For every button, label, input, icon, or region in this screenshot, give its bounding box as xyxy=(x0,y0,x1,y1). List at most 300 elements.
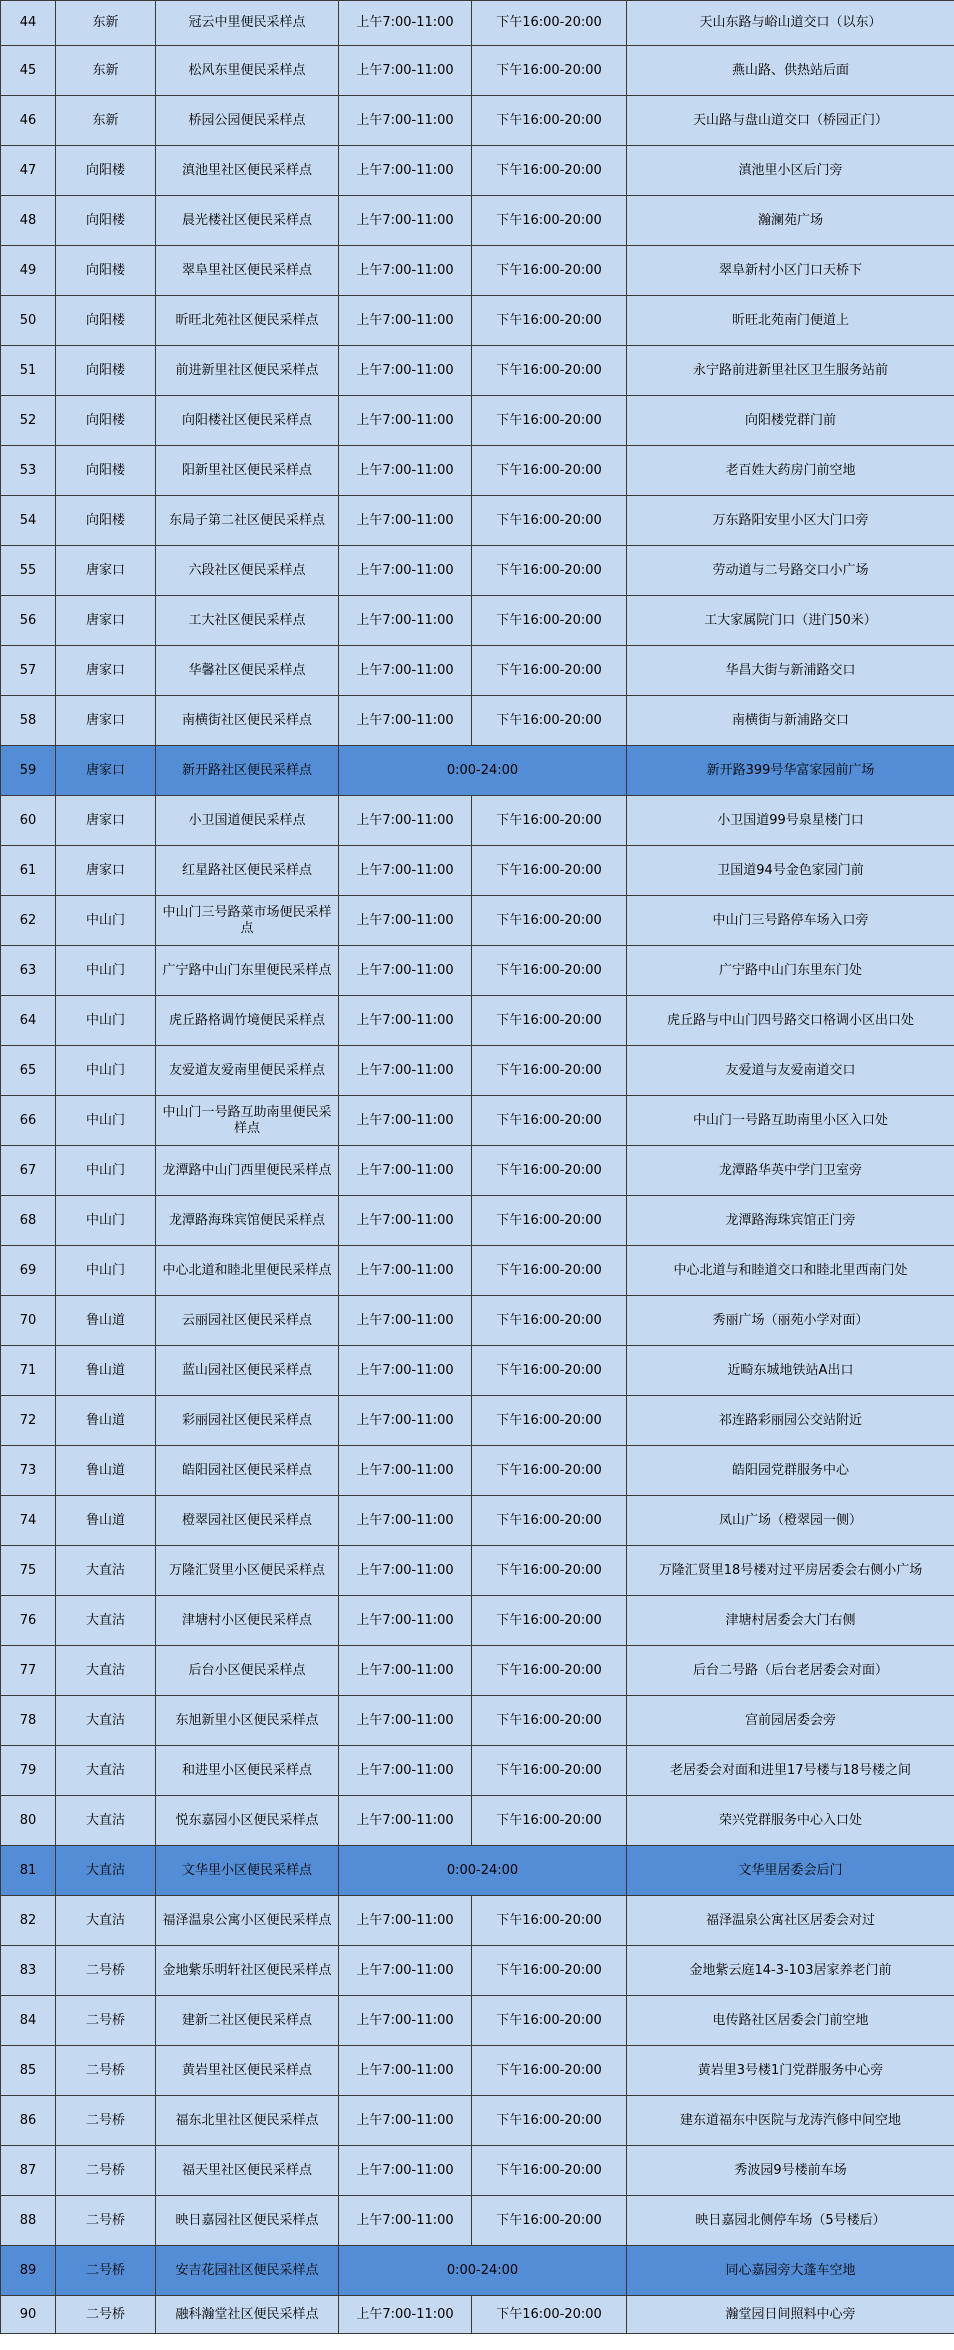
morning-hours-cell: 上午7:00-11:00 xyxy=(339,896,472,946)
site-name-cell: 万隆汇贤里小区便民采样点 xyxy=(156,1546,339,1596)
site-name-cell: 冠云中里便民采样点 xyxy=(156,1,339,46)
district-cell: 大直沽 xyxy=(56,1896,156,1946)
table-row xyxy=(1,1046,954,1096)
site-name-cell: 中山门三号路菜市场便民采样点 xyxy=(156,896,339,946)
district-cell: 向阳楼 xyxy=(56,146,156,196)
address-cell: 滇池里小区后门旁 xyxy=(627,146,954,196)
site-name-cell: 广宁路中山门东里便民采样点 xyxy=(156,946,339,996)
morning-hours-cell: 上午7:00-11:00 xyxy=(339,1046,472,1096)
afternoon-hours-cell: 下午16:00-20:00 xyxy=(472,446,627,496)
table-row xyxy=(1,1346,954,1396)
site-name-cell: 映日嘉园社区便民采样点 xyxy=(156,2196,339,2246)
address-cell: 瀚堂园日间照料中心旁 xyxy=(627,2296,954,2334)
district-cell: 唐家口 xyxy=(56,746,156,796)
afternoon-hours-cell: 下午16:00-20:00 xyxy=(472,1146,627,1196)
table-row xyxy=(1,96,954,146)
site-name-cell: 云丽园社区便民采样点 xyxy=(156,1296,339,1346)
address-cell: 电传路社区居委会门前空地 xyxy=(627,1996,954,2046)
row-number: 60 xyxy=(1,796,56,846)
row-number: 67 xyxy=(1,1146,56,1196)
morning-hours-cell: 上午7:00-11:00 xyxy=(339,1546,472,1596)
table-row xyxy=(1,396,954,446)
table-row xyxy=(1,2096,954,2146)
row-number: 69 xyxy=(1,1246,56,1296)
site-name-cell: 新开路社区便民采样点 xyxy=(156,746,339,796)
address-cell: 昕旺北苑南门便道上 xyxy=(627,296,954,346)
afternoon-hours-cell: 下午16:00-20:00 xyxy=(472,96,627,146)
address-cell: 龙潭路华英中学门卫室旁 xyxy=(627,1146,954,1196)
morning-hours-cell: 上午7:00-11:00 xyxy=(339,1496,472,1546)
address-cell: 友爱道与友爱南道交口 xyxy=(627,1046,954,1096)
row-number: 50 xyxy=(1,296,56,346)
table-row xyxy=(1,1546,954,1596)
row-number: 58 xyxy=(1,696,56,746)
afternoon-hours-cell: 下午16:00-20:00 xyxy=(472,2096,627,2146)
table-row xyxy=(1,1746,954,1796)
afternoon-hours-cell: 下午16:00-20:00 xyxy=(472,1596,627,1646)
address-cell: 虎丘路与中山门四号路交口格调小区出口处 xyxy=(627,996,954,1046)
address-cell: 老居委会对面和进里17号楼与18号楼之间 xyxy=(627,1746,954,1796)
address-cell: 工大家属院门口（进门50米） xyxy=(627,596,954,646)
morning-hours-cell: 上午7:00-11:00 xyxy=(339,996,472,1046)
address-cell: 津塘村居委会大门右侧 xyxy=(627,1596,954,1646)
table-row xyxy=(1,1696,954,1746)
afternoon-hours-cell: 下午16:00-20:00 xyxy=(472,796,627,846)
district-cell: 东新 xyxy=(56,46,156,96)
table-row xyxy=(1,1396,954,1446)
table-row xyxy=(1,196,954,246)
afternoon-hours-cell: 下午16:00-20:00 xyxy=(472,396,627,446)
district-cell: 东新 xyxy=(56,96,156,146)
morning-hours-cell: 上午7:00-11:00 xyxy=(339,2296,472,2334)
row-number: 46 xyxy=(1,96,56,146)
row-number: 49 xyxy=(1,246,56,296)
district-cell: 向阳楼 xyxy=(56,296,156,346)
address-cell: 瀚澜苑广场 xyxy=(627,196,954,246)
row-number: 76 xyxy=(1,1596,56,1646)
address-cell: 福泽温泉公寓社区居委会对过 xyxy=(627,1896,954,1946)
row-number: 55 xyxy=(1,546,56,596)
afternoon-hours-cell: 下午16:00-20:00 xyxy=(472,1546,627,1596)
morning-hours-cell: 上午7:00-11:00 xyxy=(339,1646,472,1696)
row-number: 89 xyxy=(1,2246,56,2296)
afternoon-hours-cell: 下午16:00-20:00 xyxy=(472,2196,627,2246)
address-cell: 黄岩里3号楼1门党群服务中心旁 xyxy=(627,2046,954,2096)
district-cell: 二号桥 xyxy=(56,1946,156,1996)
site-name-cell: 安吉花园社区便民采样点 xyxy=(156,2246,339,2296)
table-row xyxy=(1,846,954,896)
site-name-cell: 前进新里社区便民采样点 xyxy=(156,346,339,396)
table-row xyxy=(1,446,954,496)
row-number: 53 xyxy=(1,446,56,496)
morning-hours-cell: 上午7:00-11:00 xyxy=(339,796,472,846)
table-row xyxy=(1,1196,954,1246)
address-cell: 皓阳园党群服务中心 xyxy=(627,1446,954,1496)
site-name-cell: 津塘村小区便民采样点 xyxy=(156,1596,339,1646)
morning-hours-cell: 上午7:00-11:00 xyxy=(339,396,472,446)
row-number: 64 xyxy=(1,996,56,1046)
table-row xyxy=(1,1896,954,1946)
morning-hours-cell: 上午7:00-11:00 xyxy=(339,1796,472,1846)
table-row xyxy=(1,1796,954,1846)
afternoon-hours-cell: 下午16:00-20:00 xyxy=(472,1746,627,1796)
row-number: 68 xyxy=(1,1196,56,1246)
row-number: 44 xyxy=(1,1,56,46)
table-row xyxy=(1,2046,954,2096)
row-number: 62 xyxy=(1,896,56,946)
site-name-cell: 工大社区便民采样点 xyxy=(156,596,339,646)
district-cell: 中山门 xyxy=(56,1046,156,1096)
morning-hours-cell: 上午7:00-11:00 xyxy=(339,246,472,296)
address-cell: 老百姓大药房门前空地 xyxy=(627,446,954,496)
address-cell: 近畸东城地铁站A出口 xyxy=(627,1346,954,1396)
morning-hours-cell: 上午7:00-11:00 xyxy=(339,2146,472,2196)
address-cell: 南横街与新浦路交口 xyxy=(627,696,954,746)
morning-hours-cell: 上午7:00-11:00 xyxy=(339,96,472,146)
district-cell: 中山门 xyxy=(56,1096,156,1146)
morning-hours-cell: 上午7:00-11:00 xyxy=(339,2196,472,2246)
morning-hours-cell: 上午7:00-11:00 xyxy=(339,646,472,696)
afternoon-hours-cell: 下午16:00-20:00 xyxy=(472,196,627,246)
district-cell: 二号桥 xyxy=(56,2096,156,2146)
row-number: 54 xyxy=(1,496,56,546)
afternoon-hours-cell: 下午16:00-20:00 xyxy=(472,2046,627,2096)
table-row xyxy=(1,746,954,796)
address-cell: 翠阜新村小区门口天桥下 xyxy=(627,246,954,296)
district-cell: 二号桥 xyxy=(56,2296,156,2334)
row-number: 73 xyxy=(1,1446,56,1496)
table-row xyxy=(1,2296,954,2334)
afternoon-hours-cell: 下午16:00-20:00 xyxy=(472,1396,627,1446)
row-number: 80 xyxy=(1,1796,56,1846)
table-row xyxy=(1,596,954,646)
address-cell: 金地紫云庭14-3-103居家养老门前 xyxy=(627,1946,954,1996)
morning-hours-cell: 上午7:00-11:00 xyxy=(339,196,472,246)
district-cell: 鲁山道 xyxy=(56,1446,156,1496)
morning-hours-cell: 上午7:00-11:00 xyxy=(339,1096,472,1146)
site-name-cell: 中心北道和睦北里便民采样点 xyxy=(156,1246,339,1296)
district-cell: 中山门 xyxy=(56,1196,156,1246)
row-number: 85 xyxy=(1,2046,56,2096)
row-number: 57 xyxy=(1,646,56,696)
morning-hours-cell: 上午7:00-11:00 xyxy=(339,2046,472,2096)
address-cell: 华昌大街与新浦路交口 xyxy=(627,646,954,696)
afternoon-hours-cell: 下午16:00-20:00 xyxy=(472,596,627,646)
morning-hours-cell: 上午7:00-11:00 xyxy=(339,2096,472,2146)
site-name-cell: 彩丽园社区便民采样点 xyxy=(156,1396,339,1446)
row-number: 63 xyxy=(1,946,56,996)
district-cell: 中山门 xyxy=(56,996,156,1046)
district-cell: 二号桥 xyxy=(56,2246,156,2296)
table-row xyxy=(1,2146,954,2196)
row-number: 87 xyxy=(1,2146,56,2196)
table-row xyxy=(1,46,954,96)
district-cell: 唐家口 xyxy=(56,796,156,846)
district-cell: 鲁山道 xyxy=(56,1296,156,1346)
row-number: 59 xyxy=(1,746,56,796)
site-name-cell: 六段社区便民采样点 xyxy=(156,546,339,596)
row-number: 45 xyxy=(1,46,56,96)
row-number: 81 xyxy=(1,1846,56,1896)
district-cell: 向阳楼 xyxy=(56,496,156,546)
site-name-cell: 松风东里便民采样点 xyxy=(156,46,339,96)
district-cell: 向阳楼 xyxy=(56,346,156,396)
table-row xyxy=(1,896,954,946)
afternoon-hours-cell: 下午16:00-20:00 xyxy=(472,2146,627,2196)
row-number: 88 xyxy=(1,2196,56,2246)
row-number: 61 xyxy=(1,846,56,896)
district-cell: 向阳楼 xyxy=(56,446,156,496)
morning-hours-cell: 上午7:00-11:00 xyxy=(339,946,472,996)
address-cell: 龙潭路海珠宾馆正门旁 xyxy=(627,1196,954,1246)
district-cell: 中山门 xyxy=(56,1246,156,1296)
row-number: 66 xyxy=(1,1096,56,1146)
address-cell: 广宁路中山门东里东门处 xyxy=(627,946,954,996)
afternoon-hours-cell: 下午16:00-20:00 xyxy=(472,1046,627,1096)
site-name-cell: 龙潭路海珠宾馆便民采样点 xyxy=(156,1196,339,1246)
row-number: 51 xyxy=(1,346,56,396)
table-row xyxy=(1,546,954,596)
morning-hours-cell: 上午7:00-11:00 xyxy=(339,1396,472,1446)
afternoon-hours-cell: 下午16:00-20:00 xyxy=(472,1496,627,1546)
district-cell: 大直沽 xyxy=(56,1646,156,1696)
afternoon-hours-cell: 下午16:00-20:00 xyxy=(472,1196,627,1246)
district-cell: 唐家口 xyxy=(56,696,156,746)
row-number: 72 xyxy=(1,1396,56,1446)
site-name-cell: 东旭新里小区便民采样点 xyxy=(156,1696,339,1746)
morning-hours-cell: 上午7:00-11:00 xyxy=(339,596,472,646)
morning-hours-cell: 上午7:00-11:00 xyxy=(339,1996,472,2046)
table-row xyxy=(1,1846,954,1896)
site-name-cell: 虎丘路格调竹境便民采样点 xyxy=(156,996,339,1046)
table-row xyxy=(1,1496,954,1546)
table-row xyxy=(1,696,954,746)
site-name-cell: 南横街社区便民采样点 xyxy=(156,696,339,746)
afternoon-hours-cell: 下午16:00-20:00 xyxy=(472,646,627,696)
address-cell: 凤山广场（橙翠园一侧） xyxy=(627,1496,954,1546)
district-cell: 中山门 xyxy=(56,946,156,996)
district-cell: 向阳楼 xyxy=(56,196,156,246)
table-row xyxy=(1,1596,954,1646)
morning-hours-cell: 上午7:00-11:00 xyxy=(339,696,472,746)
site-name-cell: 和进里小区便民采样点 xyxy=(156,1746,339,1796)
all-day-hours-cell: 0:00-24:00 xyxy=(339,2246,627,2296)
site-name-cell: 文华里小区便民采样点 xyxy=(156,1846,339,1896)
afternoon-hours-cell: 下午16:00-20:00 xyxy=(472,1946,627,1996)
table-row xyxy=(1,946,954,996)
afternoon-hours-cell: 下午16:00-20:00 xyxy=(472,146,627,196)
district-cell: 大直沽 xyxy=(56,1796,156,1846)
district-cell: 向阳楼 xyxy=(56,396,156,446)
address-cell: 建东道福东中医院与龙涛汽修中间空地 xyxy=(627,2096,954,2146)
row-number: 78 xyxy=(1,1696,56,1746)
afternoon-hours-cell: 下午16:00-20:00 xyxy=(472,1896,627,1946)
site-name-cell: 融科瀚堂社区便民采样点 xyxy=(156,2296,339,2334)
site-name-cell: 翠阜里社区便民采样点 xyxy=(156,246,339,296)
row-number: 83 xyxy=(1,1946,56,1996)
morning-hours-cell: 上午7:00-11:00 xyxy=(339,146,472,196)
row-number: 86 xyxy=(1,2096,56,2146)
table-row xyxy=(1,646,954,696)
district-cell: 唐家口 xyxy=(56,646,156,696)
district-cell: 向阳楼 xyxy=(56,246,156,296)
morning-hours-cell: 上午7:00-11:00 xyxy=(339,1746,472,1796)
district-cell: 东新 xyxy=(56,1,156,46)
district-cell: 二号桥 xyxy=(56,2046,156,2096)
address-cell: 劳动道与二号路交口小广场 xyxy=(627,546,954,596)
district-cell: 唐家口 xyxy=(56,546,156,596)
afternoon-hours-cell: 下午16:00-20:00 xyxy=(472,996,627,1046)
afternoon-hours-cell: 下午16:00-20:00 xyxy=(472,1446,627,1496)
table-row xyxy=(1,796,954,846)
site-name-cell: 华馨社区便民采样点 xyxy=(156,646,339,696)
district-cell: 中山门 xyxy=(56,1146,156,1196)
address-cell: 祁连路彩丽园公交站附近 xyxy=(627,1396,954,1446)
table-row xyxy=(1,1646,954,1696)
row-number: 47 xyxy=(1,146,56,196)
table-row xyxy=(1,1246,954,1296)
afternoon-hours-cell: 下午16:00-20:00 xyxy=(472,346,627,396)
afternoon-hours-cell: 下午16:00-20:00 xyxy=(472,46,627,96)
table-row xyxy=(1,146,954,196)
afternoon-hours-cell: 下午16:00-20:00 xyxy=(472,546,627,596)
address-cell: 天山东路与峪山道交口（以东） xyxy=(627,1,954,46)
morning-hours-cell: 上午7:00-11:00 xyxy=(339,1,472,46)
table-row xyxy=(1,2196,954,2246)
row-number: 56 xyxy=(1,596,56,646)
row-number: 70 xyxy=(1,1296,56,1346)
address-cell: 映日嘉园北侧停车场（5号楼后） xyxy=(627,2196,954,2246)
morning-hours-cell: 上午7:00-11:00 xyxy=(339,1946,472,1996)
row-number: 52 xyxy=(1,396,56,446)
row-number: 48 xyxy=(1,196,56,246)
site-name-cell: 福天里社区便民采样点 xyxy=(156,2146,339,2196)
all-day-hours-cell: 0:00-24:00 xyxy=(339,1846,627,1896)
morning-hours-cell: 上午7:00-11:00 xyxy=(339,1896,472,1946)
address-cell: 中山门一号路互助南里小区入口处 xyxy=(627,1096,954,1146)
afternoon-hours-cell: 下午16:00-20:00 xyxy=(472,1996,627,2046)
row-number: 90 xyxy=(1,2296,56,2334)
afternoon-hours-cell: 下午16:00-20:00 xyxy=(472,696,627,746)
table-row xyxy=(1,2246,954,2296)
table-row xyxy=(1,1996,954,2046)
afternoon-hours-cell: 下午16:00-20:00 xyxy=(472,246,627,296)
morning-hours-cell: 上午7:00-11:00 xyxy=(339,1146,472,1196)
site-name-cell: 蓝山园社区便民采样点 xyxy=(156,1346,339,1396)
morning-hours-cell: 上午7:00-11:00 xyxy=(339,546,472,596)
table-row xyxy=(1,1,954,46)
site-name-cell: 友爱道友爱南里便民采样点 xyxy=(156,1046,339,1096)
morning-hours-cell: 上午7:00-11:00 xyxy=(339,1246,472,1296)
row-number: 65 xyxy=(1,1046,56,1096)
district-cell: 大直沽 xyxy=(56,1746,156,1796)
afternoon-hours-cell: 下午16:00-20:00 xyxy=(472,1296,627,1346)
site-name-cell: 昕旺北苑社区便民采样点 xyxy=(156,296,339,346)
address-cell: 宫前园居委会旁 xyxy=(627,1696,954,1746)
site-name-cell: 龙潭路中山门西里便民采样点 xyxy=(156,1146,339,1196)
afternoon-hours-cell: 下午16:00-20:00 xyxy=(472,1096,627,1146)
all-day-hours-cell: 0:00-24:00 xyxy=(339,746,627,796)
morning-hours-cell: 上午7:00-11:00 xyxy=(339,1296,472,1346)
district-cell: 唐家口 xyxy=(56,846,156,896)
afternoon-hours-cell: 下午16:00-20:00 xyxy=(472,846,627,896)
address-cell: 中山门三号路停车场入口旁 xyxy=(627,896,954,946)
site-name-cell: 金地紫乐明轩社区便民采样点 xyxy=(156,1946,339,1996)
site-name-cell: 中山门一号路互助南里便民采样点 xyxy=(156,1096,339,1146)
table-row xyxy=(1,296,954,346)
address-cell: 永宁路前进新里社区卫生服务站前 xyxy=(627,346,954,396)
row-number: 74 xyxy=(1,1496,56,1546)
site-name-cell: 后台小区便民采样点 xyxy=(156,1646,339,1696)
address-cell: 向阳楼党群门前 xyxy=(627,396,954,446)
site-name-cell: 建新二社区便民采样点 xyxy=(156,1996,339,2046)
site-name-cell: 桥园公园便民采样点 xyxy=(156,96,339,146)
morning-hours-cell: 上午7:00-11:00 xyxy=(339,846,472,896)
site-name-cell: 福东北里社区便民采样点 xyxy=(156,2096,339,2146)
district-cell: 唐家口 xyxy=(56,596,156,646)
address-cell: 天山路与盘山道交口（桥园正门） xyxy=(627,96,954,146)
site-name-cell: 滇池里社区便民采样点 xyxy=(156,146,339,196)
site-name-cell: 向阳楼社区便民采样点 xyxy=(156,396,339,446)
table-row xyxy=(1,246,954,296)
afternoon-hours-cell: 下午16:00-20:00 xyxy=(472,946,627,996)
site-name-cell: 福泽温泉公寓小区便民采样点 xyxy=(156,1896,339,1946)
site-name-cell: 悦东嘉园小区便民采样点 xyxy=(156,1796,339,1846)
site-name-cell: 黄岩里社区便民采样点 xyxy=(156,2046,339,2096)
district-cell: 大直沽 xyxy=(56,1846,156,1896)
morning-hours-cell: 上午7:00-11:00 xyxy=(339,296,472,346)
row-number: 79 xyxy=(1,1746,56,1796)
table-row xyxy=(1,496,954,546)
morning-hours-cell: 上午7:00-11:00 xyxy=(339,1196,472,1246)
row-number: 84 xyxy=(1,1996,56,2046)
row-number: 75 xyxy=(1,1546,56,1596)
site-name-cell: 东局子第二社区便民采样点 xyxy=(156,496,339,546)
morning-hours-cell: 上午7:00-11:00 xyxy=(339,1446,472,1496)
afternoon-hours-cell: 下午16:00-20:00 xyxy=(472,1796,627,1846)
table-row xyxy=(1,346,954,396)
address-cell: 荣兴党群服务中心入口处 xyxy=(627,1796,954,1846)
morning-hours-cell: 上午7:00-11:00 xyxy=(339,446,472,496)
address-cell: 秀丽广场（丽苑小学对面） xyxy=(627,1296,954,1346)
afternoon-hours-cell: 下午16:00-20:00 xyxy=(472,1,627,46)
afternoon-hours-cell: 下午16:00-20:00 xyxy=(472,1646,627,1696)
district-cell: 鲁山道 xyxy=(56,1346,156,1396)
table-row xyxy=(1,1296,954,1346)
address-cell: 中心北道与和睦道交口和睦北里西南门处 xyxy=(627,1246,954,1296)
morning-hours-cell: 上午7:00-11:00 xyxy=(339,1596,472,1646)
site-name-cell: 橙翠园社区便民采样点 xyxy=(156,1496,339,1546)
district-cell: 鲁山道 xyxy=(56,1396,156,1446)
table-row xyxy=(1,1146,954,1196)
afternoon-hours-cell: 下午16:00-20:00 xyxy=(472,1246,627,1296)
district-cell: 大直沽 xyxy=(56,1546,156,1596)
site-name-cell: 皓阳园社区便民采样点 xyxy=(156,1446,339,1496)
morning-hours-cell: 上午7:00-11:00 xyxy=(339,1696,472,1746)
afternoon-hours-cell: 下午16:00-20:00 xyxy=(472,1696,627,1746)
row-number: 71 xyxy=(1,1346,56,1396)
morning-hours-cell: 上午7:00-11:00 xyxy=(339,496,472,546)
table-row xyxy=(1,1446,954,1496)
morning-hours-cell: 上午7:00-11:00 xyxy=(339,346,472,396)
district-cell: 二号桥 xyxy=(56,2196,156,2246)
afternoon-hours-cell: 下午16:00-20:00 xyxy=(472,296,627,346)
district-cell: 鲁山道 xyxy=(56,1496,156,1546)
row-number: 77 xyxy=(1,1646,56,1696)
address-cell: 文华里居委会后门 xyxy=(627,1846,954,1896)
district-cell: 二号桥 xyxy=(56,2146,156,2196)
address-cell: 秀波园9号楼前车场 xyxy=(627,2146,954,2196)
